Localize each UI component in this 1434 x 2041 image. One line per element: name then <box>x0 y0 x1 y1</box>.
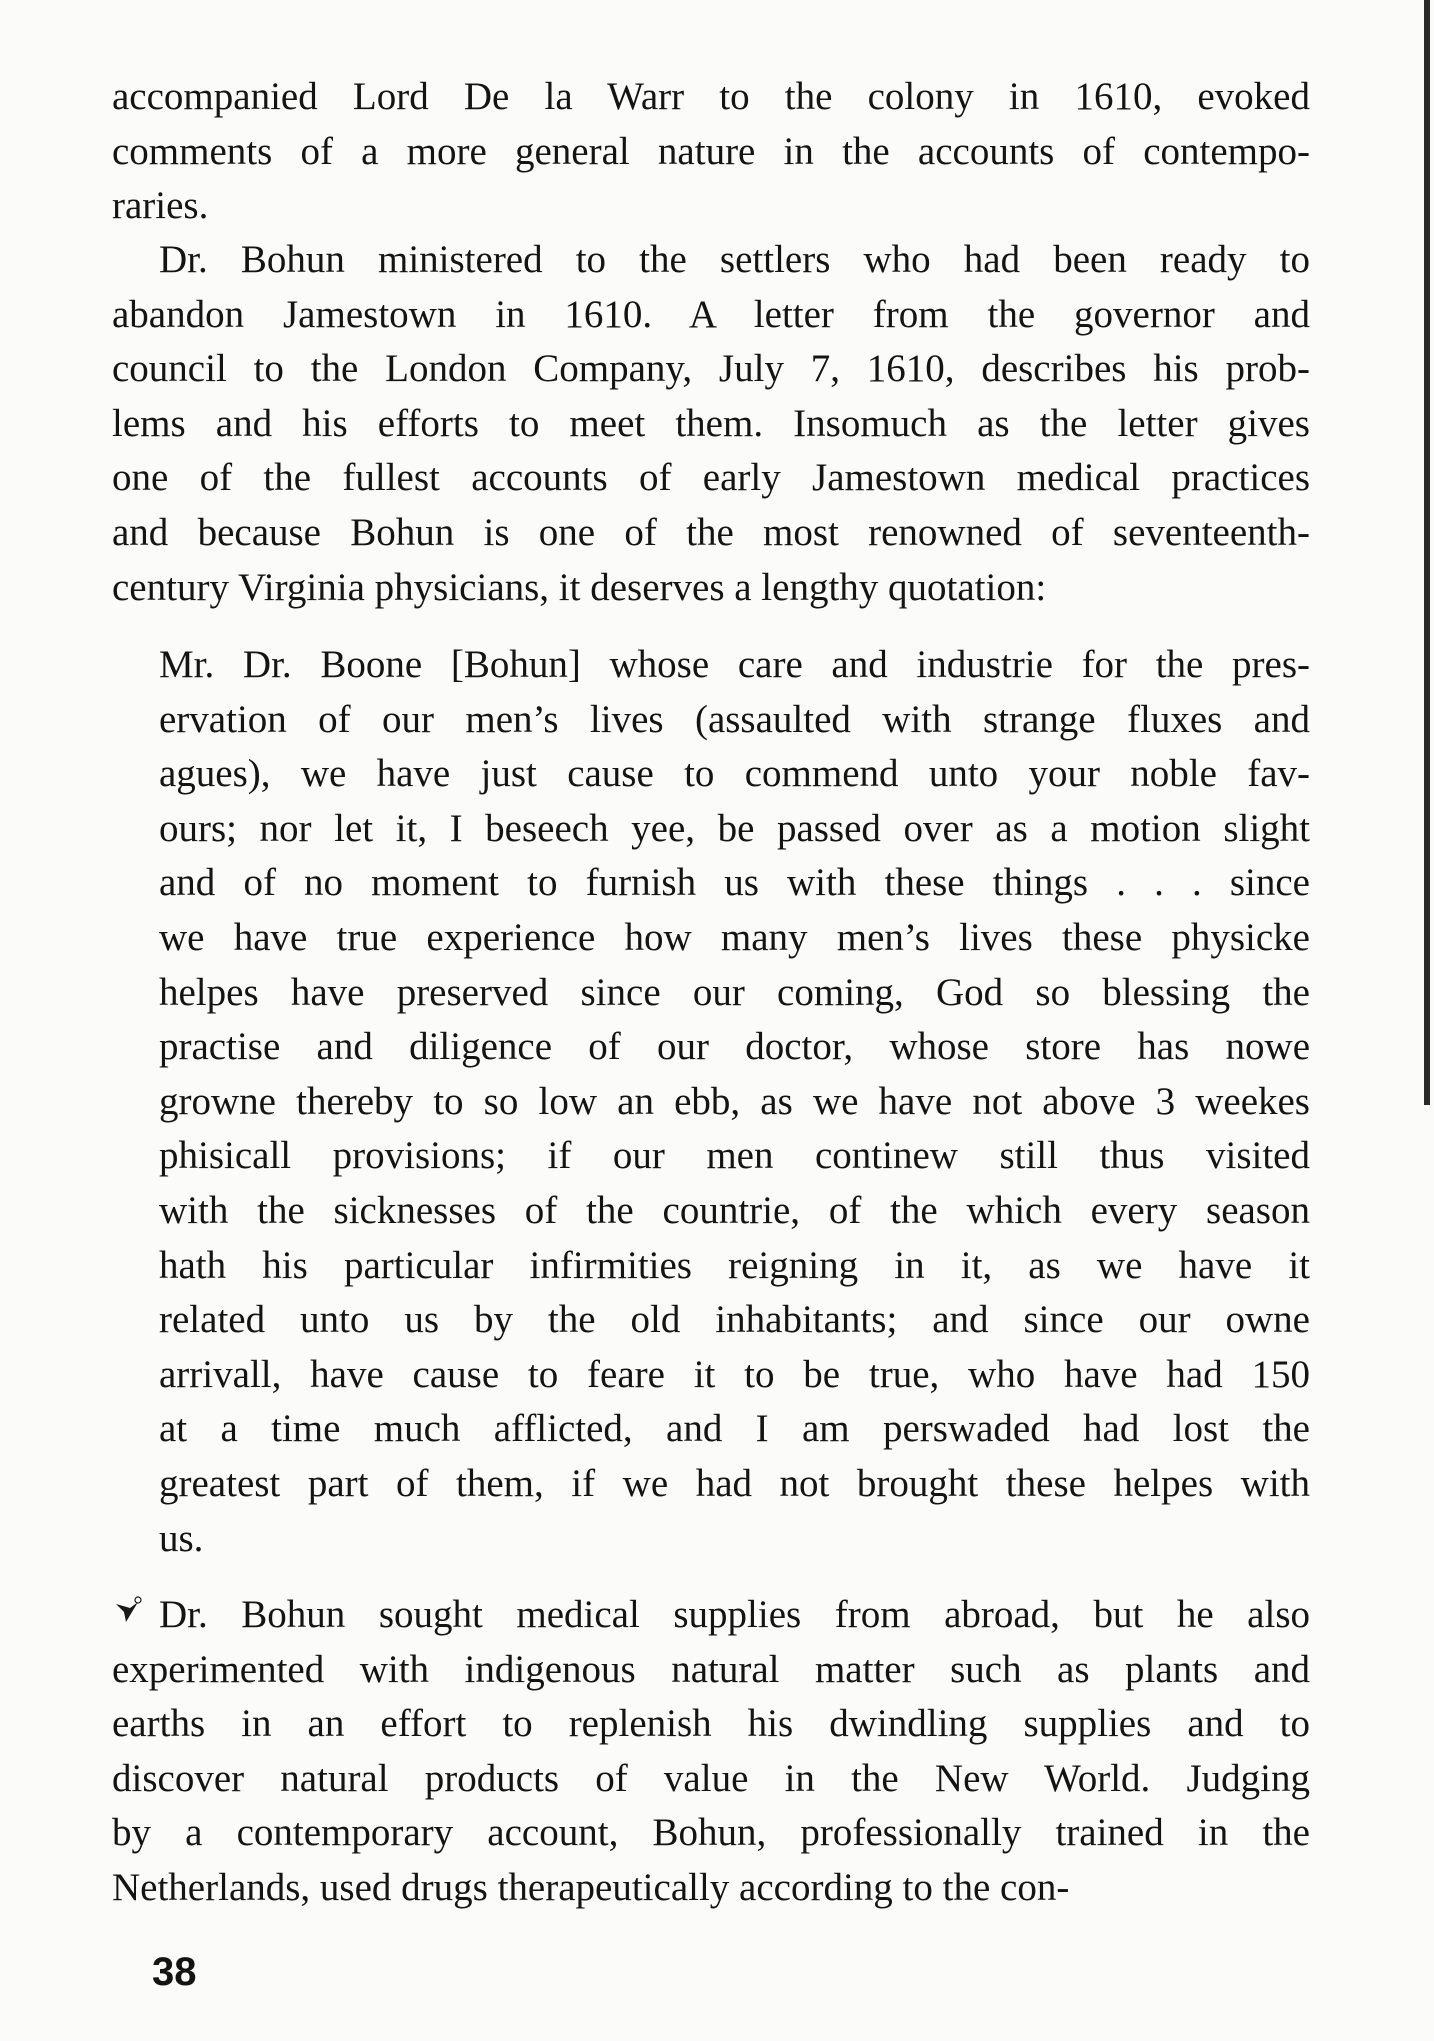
text-line: growne thereby to so low an ebb, as we have not above 3 weekes <box>159 1079 1310 1123</box>
page-number: 38 <box>152 1950 197 1994</box>
text-line: agues), we have just cause to commend unto your noble fav- <box>159 752 1310 796</box>
text-line: phisicall provisions; if our men continew still thus visited <box>159 1134 1310 1178</box>
text-line: discover natural products of value in the New World. Judging <box>112 1756 1310 1800</box>
text-line: at a time much afflicted, and I am perswaded had lost the <box>159 1407 1310 1451</box>
text-line: ours; nor let it, I beseech yee, be passed over as a motion slight <box>159 806 1310 850</box>
text-line: council to the London Company, July 7, 1610, describes his prob- <box>112 347 1310 391</box>
text-line: accompanied Lord De la Warr to the colony in 1610, evoked <box>112 75 1310 118</box>
text-line: by a contemporary account, Bohun, professionally trained in the <box>112 1811 1310 1855</box>
text-line: greatest part of them, if we had not brought these helpes with <box>159 1461 1310 1505</box>
text-line: and because Bohun is one of the most renowned of seventeenth- <box>112 510 1310 554</box>
text-line: us. <box>159 1516 204 1560</box>
text-line: ervation of our men’s lives (assaulted with strange fluxes and <box>159 697 1310 741</box>
paragraph-1 <box>112 70 1310 234</box>
text-line: related unto us by the old inhabitants; and since our owne <box>159 1298 1310 1342</box>
text-line: with the sicknesses of the countrie, of the which every season <box>159 1188 1310 1232</box>
text-line: Netherlands, used drugs therapeutically according to the con- <box>112 1865 1070 1909</box>
text-line: we have true experience how many men’s lives these physicke <box>159 915 1310 959</box>
page-edge-shadow <box>1424 0 1430 1105</box>
text-line: century Virginia physicians, it deserves a lengthy quotation: <box>112 565 1047 609</box>
text-line: arrivall, have cause to feare it to be true, who have had 150 <box>159 1352 1310 1396</box>
text-line: raries. <box>112 184 209 228</box>
text-line: one of the fullest accounts of early Jamestown medical practices <box>112 456 1310 500</box>
text-line: experimented with indigenous natural matter such as plants and <box>112 1647 1310 1691</box>
text-line: lems and his efforts to meet them. Insomuch as the letter gives <box>112 401 1310 445</box>
text-line: Mr. Dr. Boone [Bohun] whose care and industrie for the pres- <box>159 643 1310 686</box>
text-line: Dr. Bohun sought medical supplies from abroad, but he also <box>159 1593 1310 1636</box>
text-line: comments of a more general nature in the accounts of contempo- <box>112 129 1310 173</box>
paragraph-3 <box>112 1588 1310 1916</box>
block-quotation <box>159 638 1310 1566</box>
text-line: abandon Jamestown in 1610. A letter from the governor and <box>112 292 1310 336</box>
text-line: helpes have preserved since our coming, God so blessing the <box>159 970 1310 1014</box>
text-line: and of no moment to furnish us with these things . . . since <box>159 861 1310 905</box>
text-line: Dr. Bohun ministered to the settlers who had been ready to <box>159 238 1310 281</box>
text-line: practise and diligence of our doctor, whose store has nowe <box>159 1025 1310 1069</box>
text-line: hath his particular infirmities reigning in it, as we have it <box>159 1243 1310 1287</box>
paragraph-2 <box>112 233 1310 615</box>
text-line: earths in an effort to replenish his dwindling supplies and to <box>112 1702 1310 1746</box>
